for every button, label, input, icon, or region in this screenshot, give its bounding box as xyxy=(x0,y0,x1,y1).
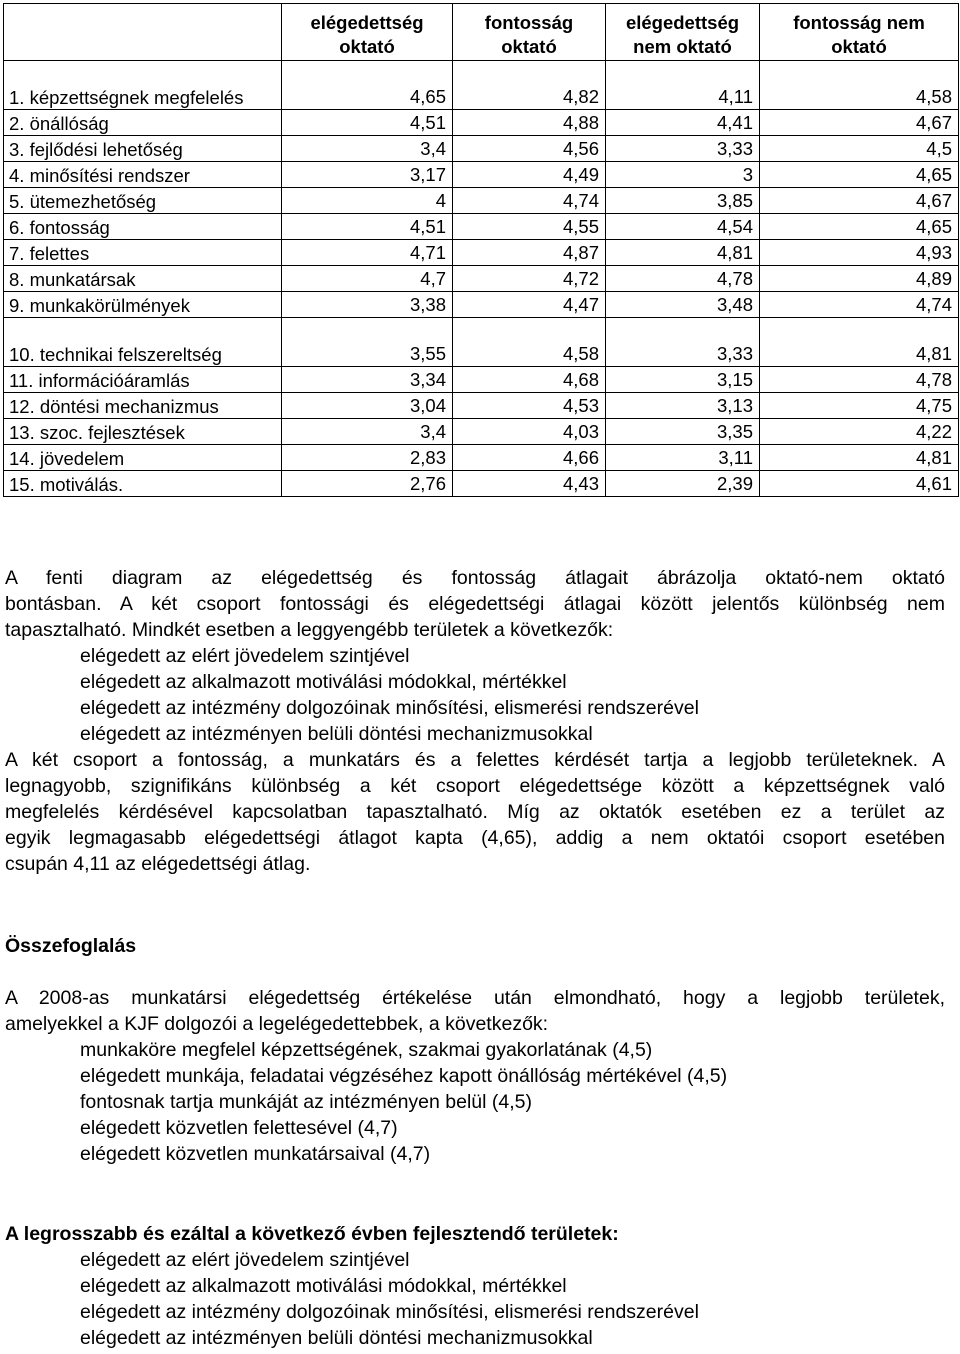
value-cell: 4,74 xyxy=(760,292,959,318)
row-label: 3. fejlődési lehetőség xyxy=(4,136,282,162)
table-row xyxy=(4,419,959,445)
list-item: elégedett az intézmény dolgozóinak minősítési, elismerési rendszerével xyxy=(80,1301,699,1323)
best-areas-list xyxy=(5,1037,945,1167)
row-label: 15. motiválás. xyxy=(4,471,282,497)
paragraph-line: bontásban. A két csoport fontossági és elégedettségi átlagai között jelentős különbség nem xyxy=(5,593,945,615)
value-cell: 4,41 xyxy=(606,110,760,136)
row-label: 4. minősítési rendszer xyxy=(4,162,282,188)
row-label: 14. jövedelem xyxy=(4,445,282,471)
value-cell: 4,43 xyxy=(453,471,606,497)
value-cell: 4,74 xyxy=(453,188,606,214)
value-cell: 3,11 xyxy=(606,445,760,471)
list-item: elégedett az intézményen belüli döntési mechanizmusokkal xyxy=(80,723,593,745)
header-satisfaction-teacher: elégedettség oktató xyxy=(282,4,453,61)
value-cell: 3,34 xyxy=(282,367,453,393)
paragraph-line: megfelelés kérdésével kapcsolatban tapasztalható. Míg az oktatók esetében ez a terület az xyxy=(5,801,945,823)
value-cell: 4,47 xyxy=(453,292,606,318)
paragraph-line: egyik legmagasabb elégedettségi átlagot kapta (4,65), addig a nem oktatói csoport esetében xyxy=(5,827,945,849)
value-cell: 4,82 xyxy=(453,61,606,110)
list-item: elégedett az intézmény dolgozóinak minősítési, elismerési rendszerével xyxy=(80,697,699,719)
weak-areas-list xyxy=(5,643,945,747)
list-item: elégedett az elért jövedelem szintjével xyxy=(80,645,410,667)
value-cell: 4,61 xyxy=(760,471,959,497)
value-cell: 4,7 xyxy=(282,266,453,292)
value-cell: 4,22 xyxy=(760,419,959,445)
table-row xyxy=(4,188,959,214)
row-label: 8. munkatársak xyxy=(4,266,282,292)
value-cell: 4,58 xyxy=(760,61,959,110)
header-blank-cell xyxy=(4,4,282,61)
analysis-paragraph-2 xyxy=(5,747,945,877)
value-cell: 4,81 xyxy=(760,445,959,471)
value-cell: 4,51 xyxy=(282,214,453,240)
list-item: elégedett az intézményen belüli döntési mechanizmusokkal xyxy=(80,1327,593,1349)
row-label: 5. ütemezhetőség xyxy=(4,188,282,214)
paragraph-line: A 2008-as munkatársi elégedettség értékelése után elmondható, hogy a legjobb területek, xyxy=(5,987,945,1009)
value-cell: 4,67 xyxy=(760,188,959,214)
value-cell: 4,54 xyxy=(606,214,760,240)
paragraph-line: csupán 4,11 az elégedettségi átlag. xyxy=(5,853,311,875)
table-row xyxy=(4,214,959,240)
table-row xyxy=(4,240,959,266)
value-cell: 4,81 xyxy=(606,240,760,266)
summary-paragraph xyxy=(5,985,945,1037)
table-row xyxy=(4,292,959,318)
value-cell: 4,03 xyxy=(453,419,606,445)
value-cell: 4,65 xyxy=(760,214,959,240)
table-header-row xyxy=(4,4,959,61)
list-item: elégedett az alkalmazott motiválási módokkal, mértékkel xyxy=(80,671,567,693)
value-cell: 4,66 xyxy=(453,445,606,471)
value-cell: 3,4 xyxy=(282,136,453,162)
paragraph-line: A két csoport a fontosság, a munkatárs és a felettes kérdését tartja a legjobb területeknek. A xyxy=(5,749,945,771)
row-label: 2. önállóság xyxy=(4,110,282,136)
value-cell: 2,76 xyxy=(282,471,453,497)
list-item: munkaköre megfelel képzettségének, szakmai gyakorlatának (4,5) xyxy=(80,1039,653,1061)
value-cell: 3,85 xyxy=(606,188,760,214)
value-cell: 3,55 xyxy=(282,318,453,367)
list-item: fontosnak tartja munkáját az intézményen belül (4,5) xyxy=(80,1091,532,1113)
value-cell: 4,51 xyxy=(282,110,453,136)
header-importance-teacher: fontosság oktató xyxy=(453,4,606,61)
paragraph-line: legnagyobb, szignifikáns különbség a két csoport elégedettsége között a képzettségnek való xyxy=(5,775,945,797)
table-row xyxy=(4,61,959,110)
table-row xyxy=(4,393,959,419)
value-cell: 4,87 xyxy=(453,240,606,266)
value-cell: 3,15 xyxy=(606,367,760,393)
value-cell: 2,83 xyxy=(282,445,453,471)
value-cell: 4,53 xyxy=(453,393,606,419)
table-row xyxy=(4,266,959,292)
value-cell: 3,17 xyxy=(282,162,453,188)
value-cell: 4,75 xyxy=(760,393,959,419)
row-label: 10. technikai felszereltség xyxy=(4,318,282,367)
value-cell: 4,89 xyxy=(760,266,959,292)
table-row xyxy=(4,162,959,188)
row-label: 13. szoc. fejlesztések xyxy=(4,419,282,445)
row-label: 9. munkakörülmények xyxy=(4,292,282,318)
paragraph-line: tapasztalható. Mindkét esetben a leggyengébb területek a következők: xyxy=(5,619,614,641)
summary-section xyxy=(5,933,945,1167)
table-row xyxy=(4,367,959,393)
value-cell: 4,71 xyxy=(282,240,453,266)
row-label: 7. felettes xyxy=(4,240,282,266)
list-item: elégedett munkája, feladatai végzéséhez kapott önállóság mértékével (4,5) xyxy=(80,1065,728,1087)
table-body xyxy=(4,61,959,497)
row-label: 6. fontosság xyxy=(4,214,282,240)
row-label: 12. döntési mechanizmus xyxy=(4,393,282,419)
paragraph-line: amelyekkel a KJF dolgozói a legelégedettebbek, a következők: xyxy=(5,1013,549,1035)
row-label: 11. információáramlás xyxy=(4,367,282,393)
summary-heading: Összefoglalás xyxy=(5,935,137,957)
list-item: elégedett közvetlen felettesével (4,7) xyxy=(80,1117,398,1139)
value-cell: 4,65 xyxy=(760,162,959,188)
value-cell: 3,38 xyxy=(282,292,453,318)
value-cell: 4,88 xyxy=(453,110,606,136)
value-cell: 4,93 xyxy=(760,240,959,266)
value-cell: 4,11 xyxy=(606,61,760,110)
value-cell: 4,78 xyxy=(760,367,959,393)
value-cell: 4,65 xyxy=(282,61,453,110)
list-item: elégedett az elért jövedelem szintjével xyxy=(80,1249,410,1271)
value-cell: 4,81 xyxy=(760,318,959,367)
value-cell: 4,58 xyxy=(453,318,606,367)
value-cell: 2,39 xyxy=(606,471,760,497)
value-cell: 3,04 xyxy=(282,393,453,419)
value-cell: 3,35 xyxy=(606,419,760,445)
value-cell: 3,4 xyxy=(282,419,453,445)
value-cell: 4,67 xyxy=(760,110,959,136)
satisfaction-table xyxy=(3,3,959,497)
value-cell: 3,48 xyxy=(606,292,760,318)
value-cell: 4,5 xyxy=(760,136,959,162)
value-cell: 3 xyxy=(606,162,760,188)
header-satisfaction-nonteacher: elégedettség nem oktató xyxy=(606,4,760,61)
table-row xyxy=(4,110,959,136)
row-label: 1. képzettségnek megfelelés xyxy=(4,61,282,110)
analysis-paragraph-1 xyxy=(5,565,945,643)
value-cell: 4 xyxy=(282,188,453,214)
table-row xyxy=(4,471,959,497)
table-row xyxy=(4,136,959,162)
worst-areas-heading: A legrosszabb és ezáltal a következő évben fejlesztendő területek: xyxy=(5,1223,619,1245)
paragraph-line: A fenti diagram az elégedettség és fontosság átlagait ábrázolja oktató-nem oktató xyxy=(5,567,945,589)
value-cell: 3,33 xyxy=(606,136,760,162)
table-row xyxy=(4,318,959,367)
value-cell: 4,55 xyxy=(453,214,606,240)
value-cell: 3,13 xyxy=(606,393,760,419)
list-item: elégedett az alkalmazott motiválási módokkal, mértékkel xyxy=(80,1275,567,1297)
header-importance-nonteacher: fontosság nem oktató xyxy=(760,4,959,61)
value-cell: 4,78 xyxy=(606,266,760,292)
value-cell: 3,33 xyxy=(606,318,760,367)
worst-areas-list xyxy=(5,1247,945,1351)
value-cell: 4,68 xyxy=(453,367,606,393)
value-cell: 4,72 xyxy=(453,266,606,292)
analysis-section xyxy=(5,565,945,877)
value-cell: 4,56 xyxy=(453,136,606,162)
list-item: elégedett közvetlen munkatársaival (4,7) xyxy=(80,1143,431,1165)
worst-areas-section xyxy=(5,1221,945,1351)
value-cell: 4,49 xyxy=(453,162,606,188)
table-row xyxy=(4,445,959,471)
